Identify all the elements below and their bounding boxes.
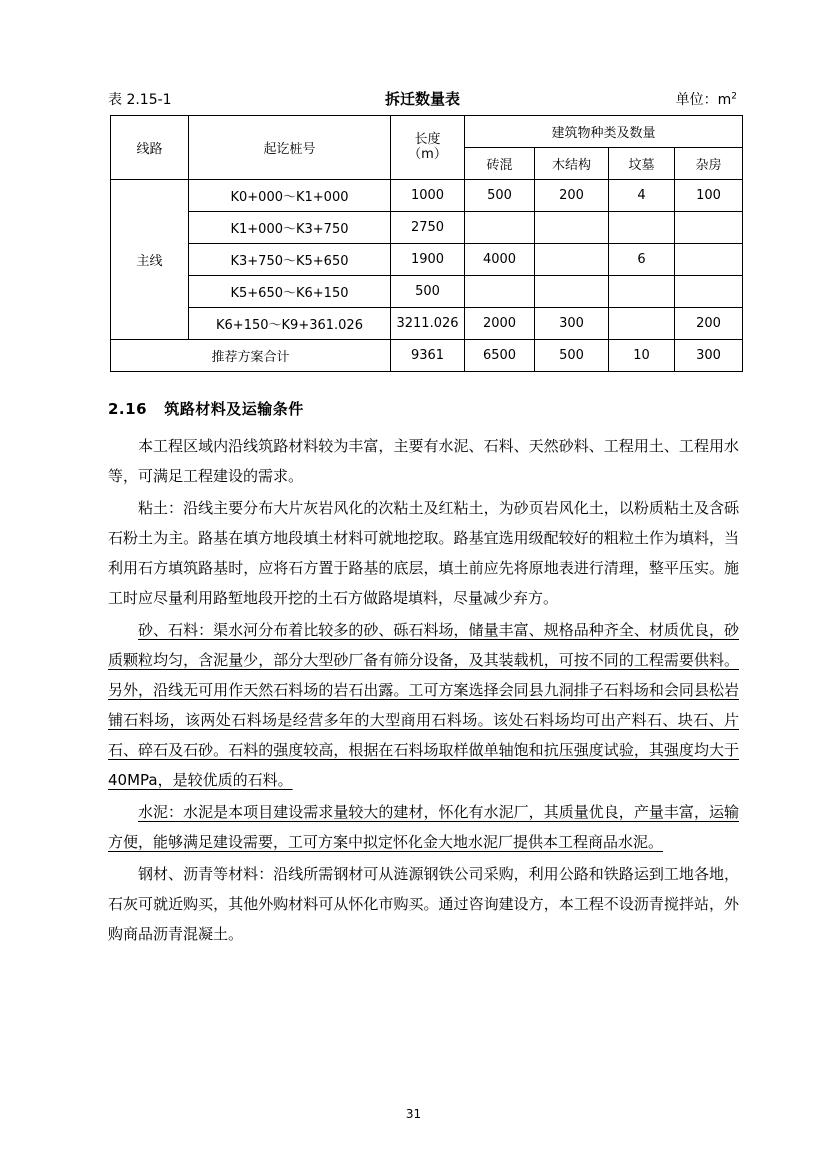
paragraph: 钢材、沥青等材料：沿线所需钢材可从涟源钢铁公司采购，利用公路和铁路运到工地各地，石灰可就近购买，其他外购材料可从怀化市购买。通过咨询建设方，本工程不设沥青搅拌站，外购商品沥青混凝土。 — [108, 865, 739, 943]
total-length: 9361 — [391, 340, 465, 372]
cell-grave — [609, 276, 675, 308]
header-stake: 起讫桩号 — [189, 116, 391, 180]
section-number: 2.16 — [108, 400, 148, 418]
cell-grave — [609, 308, 675, 340]
table-row — [111, 212, 743, 244]
cell-length: 500 — [391, 276, 465, 308]
paragraph: 水泥：水泥是本项目建设需求量较大的建材，怀化有水泥厂，其质量优良，产量丰富，运输方便，能够满足建设需要，工可方案中拟定怀化金大地水泥厂提供本工程商品水泥。 — [108, 803, 739, 851]
header-misc-house: 杂房 — [675, 148, 743, 180]
header-length-line1: 长度 — [414, 131, 441, 147]
table-row — [111, 180, 743, 212]
cell-brick: 4000 — [465, 244, 535, 276]
total-grave: 10 — [609, 340, 675, 372]
table-row — [111, 276, 743, 308]
table-total-row — [111, 340, 743, 372]
cell-misc — [675, 244, 743, 276]
cell-stake: K1+000～K3+750 — [189, 212, 391, 244]
cell-stake: K0+000～K1+000 — [189, 180, 391, 212]
cell-brick: 2000 — [465, 308, 535, 340]
page-number: 31 — [405, 1107, 422, 1121]
header-graves: 坟墓 — [609, 148, 675, 180]
cell-wood: 300 — [535, 308, 609, 340]
header-length-line2: （m） — [408, 146, 447, 162]
table-title: 拆迁数量表 — [384, 90, 460, 108]
total-label: 推荐方案合计 — [111, 340, 391, 372]
cell-wood: 200 — [535, 180, 609, 212]
route-name-cell: 主线 — [111, 180, 189, 340]
total-brick: 6500 — [465, 340, 535, 372]
cell-length: 3211.026 — [391, 308, 465, 340]
cell-misc — [675, 276, 743, 308]
cell-misc: 200 — [675, 308, 743, 340]
section-heading — [108, 398, 739, 419]
cell-length: 1000 — [391, 180, 465, 212]
cell-brick — [465, 212, 535, 244]
paragraph: 粘土：沿线主要分布大片灰岩风化的次粘土及红粘土，为砂页岩风化土，以粉质粘土及含砾石粉土为主。路基在填方地段填土材料可就地挖取。路基宜选用级配较好的粗粒土作为填料，当利用石方填筑路基时，应将石方置于路基的底层，填土前应先将原地表进行清理，整平压实。施工时应尽量利用路堑地段开挖的土石方做路堤填料，尽量减少弃方。 — [108, 499, 739, 607]
table-caption — [108, 88, 739, 109]
cell-brick — [465, 276, 535, 308]
table-unit-label: 单位： — [675, 92, 718, 108]
header-brick-concrete: 砖混 — [465, 148, 535, 180]
header-length — [391, 116, 465, 180]
cell-wood — [535, 244, 609, 276]
cell-misc: 100 — [675, 180, 743, 212]
total-wood: 500 — [535, 340, 609, 372]
table-unit-exponent: 2 — [731, 91, 737, 102]
cell-stake: K5+650～K6+150 — [189, 276, 391, 308]
cell-grave — [609, 212, 675, 244]
header-wood-structure: 木结构 — [535, 148, 609, 180]
cell-misc — [675, 212, 743, 244]
total-misc: 300 — [675, 340, 743, 372]
table-row — [111, 308, 743, 340]
cell-length: 2750 — [391, 212, 465, 244]
paragraph: 本工程区域内沿线筑路材料较为丰富，主要有水泥、石料、天然砂料、工程用土、工程用水等，可满足工程建设的需求。 — [108, 437, 739, 485]
cell-stake: K3+750～K5+650 — [189, 244, 391, 276]
cell-brick: 500 — [465, 180, 535, 212]
cell-stake: K6+150～K9+361.026 — [189, 308, 391, 340]
table-header-row-1 — [111, 116, 743, 148]
cell-length: 1900 — [391, 244, 465, 276]
table-row — [111, 244, 743, 276]
paragraph: 砂、石料：渠水河分布着比较多的砂、砾石料场，储量丰富、规格品种齐全、材质优良，砂质颗粒均匀，含泥量少，部分大型砂厂备有筛分设备，及其装载机，可按不同的工程需要供料。另外，沿线无可用作天然石料场的岩石出露。工可方案选择会同县九洞排子石料场和会同县松岩铺石料场，该两处石料场是经营多年的大型商用石料场。该处石料场均可出产料石、块石、片石、碎石及石砂。石料的强度较高，根据在石料场取样做单轴饱和抗压强度试验，其强度均大于 40MPa，是较优质的石料。 — [108, 621, 739, 789]
cell-wood — [535, 212, 609, 244]
table-unit-value: m — [717, 92, 732, 108]
cell-grave: 4 — [609, 180, 675, 212]
table-unit — [557, 89, 737, 109]
cell-grave: 6 — [609, 244, 675, 276]
table-label: 表 2.15-1 — [108, 92, 172, 108]
cell-wood — [535, 276, 609, 308]
header-building-group: 建筑物种类及数量 — [465, 116, 743, 148]
header-route: 线路 — [111, 116, 189, 180]
section-title: 筑路材料及运输条件 — [164, 400, 304, 418]
demolition-quantity-table — [110, 115, 743, 372]
